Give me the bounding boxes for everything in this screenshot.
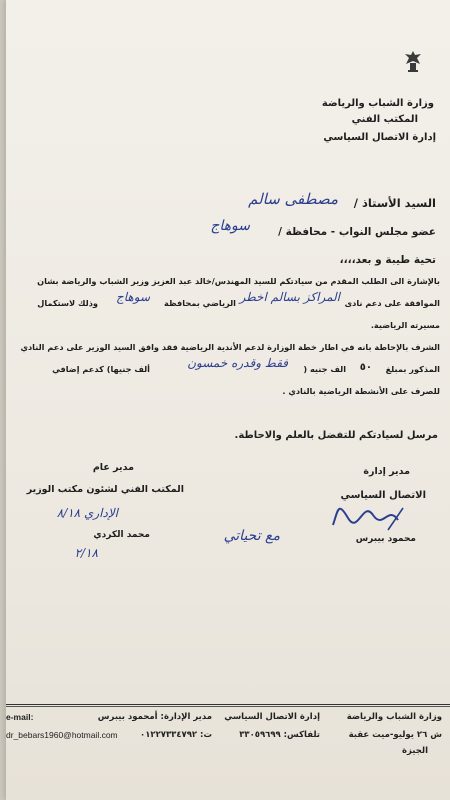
middle-note-handwritten: مع تحياتي: [223, 528, 280, 544]
footer-director: مدير الإدارة: أمحمود بيبرس: [97, 712, 212, 722]
left-signer-title-2: المكتب الفني لشئون مكتب الوزير: [26, 484, 184, 495]
body-line-5b: الف جنيه (: [303, 364, 346, 374]
club-governorate-handwritten: سوهاج: [116, 290, 150, 304]
footer-divider: [6, 704, 450, 705]
addressee-name-handwritten: مصطفى سالم: [248, 190, 338, 208]
footer-email-label: e-mail:: [6, 712, 34, 722]
ministry-name: وزارة الشباب والرياضة: [321, 98, 434, 109]
eagle-emblem-icon: [400, 48, 426, 74]
body-line-2a: الموافقة على دعم نادى: [344, 298, 440, 308]
body-line-1: بالإشارة الى الطلب المقدم من سيادتكم للسيد المهندس/خالد عبد العزيز وزير الشباب والرياضة بشان: [37, 276, 440, 286]
greeting: تحية طيبة و بعد،،،،: [339, 254, 436, 266]
footer-fax: تلفاكس: ٣٣٠٥٩٦٩٩: [239, 730, 320, 740]
footer-department: إدارة الاتصال السياسي: [224, 712, 320, 722]
governorate-handwritten: سوهاج: [210, 218, 250, 234]
left-date-handwritten: ٢/١٨: [74, 546, 98, 560]
body-line-6: للصرف على الأنشطة الرياضية بالنادي .: [282, 386, 440, 396]
body-line-3: مسيرته الرياضية.: [370, 320, 440, 330]
body-line-5a: المذكور بمبلغ: [385, 364, 440, 374]
body-line-2c: وذلك لاستكمال: [37, 298, 98, 308]
right-signer-name: محمود بيبرس: [355, 534, 416, 544]
footer-email[interactable]: dr_bebars1960@hotmail.com: [6, 730, 118, 740]
left-scribble-handwritten: الإداري ٨/١٨: [56, 506, 118, 520]
addressee-position: عضو مجلس النواب - محافظة /: [278, 226, 436, 238]
addressee-label: السيد الأستاذ /: [353, 196, 436, 210]
footer-phone: ت: ٠١٢٢٧٣٣٤٧٩٢: [140, 730, 212, 740]
closing-line: مرسل لسيادتكم للتفضل بالعلم والاحاطة.: [234, 430, 438, 441]
right-signer-title-1: مدير إدارة: [363, 466, 410, 477]
footer-ministry: وزارة الشباب والرياضة: [346, 712, 442, 722]
left-signer-title-1: مدير عام: [92, 462, 134, 473]
body-line-5c: ألف جنيها) كدعم إضافي: [52, 364, 150, 374]
amount-words-handwritten: فقط وقدره خمسون: [187, 356, 288, 370]
footer-divider-2: [6, 706, 450, 707]
left-signer-name: محمد الكردي: [93, 530, 150, 540]
footer-address-2: الجيزة: [401, 746, 428, 756]
support-amount: ٥٠: [359, 362, 372, 373]
department-name: إدارة الاتصال السياسي: [323, 132, 436, 143]
club-name-handwritten: المراكز بسالم اخطر: [239, 290, 340, 304]
body-line-2b: الرياضي بمحافظة: [163, 298, 236, 308]
body-line-4: الشرف بالإحاطة بانه في اطار خطة الوزارة لدعم الأندية الرياضية فقد وافق السيد الوزير على دعم النادي: [20, 342, 440, 352]
footer-address-1: ش ٢٦ يوليو-ميت عقبة: [348, 730, 442, 740]
right-signer-title-2: الاتصال السياسي: [340, 490, 426, 501]
document-page: [6, 0, 450, 800]
office-name: المكتب الفني: [351, 114, 418, 125]
